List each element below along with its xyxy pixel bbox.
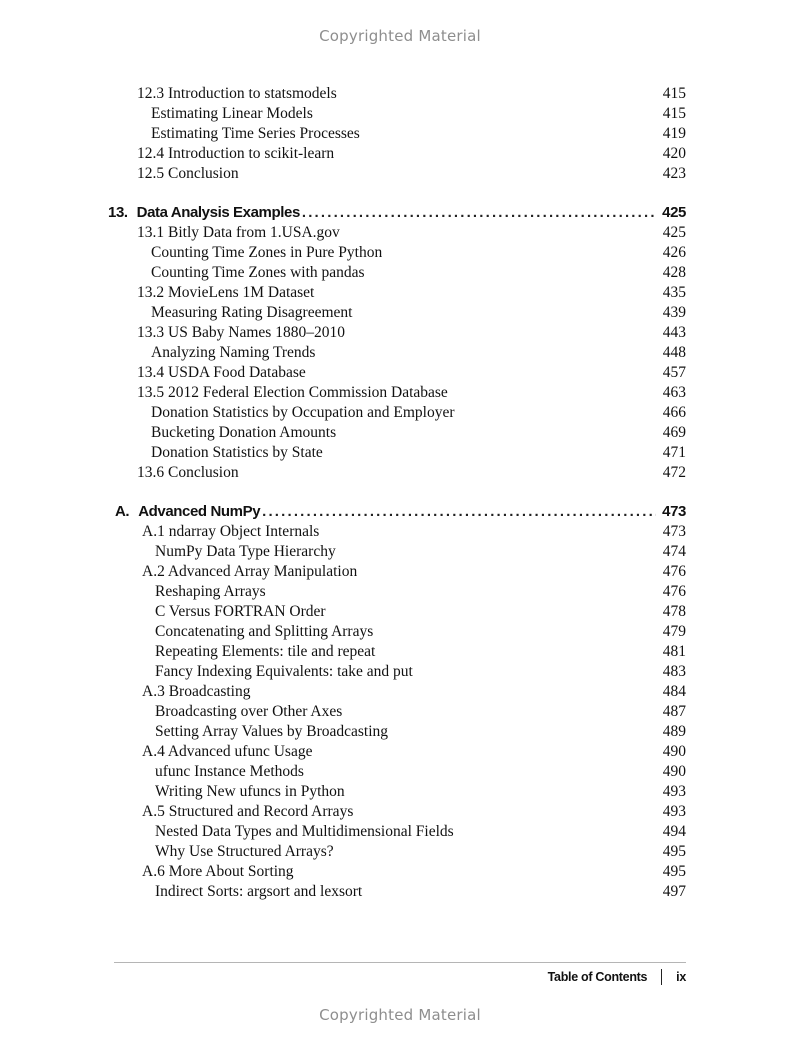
chapter-heading[interactable] <box>0 203 800 223</box>
entry-title: Fancy Indexing Equivalents: take and put <box>155 663 413 680</box>
chapter-page-number: 473 <box>662 503 686 520</box>
entry-page-number: 435 <box>662 284 686 301</box>
toc-subsection-entry[interactable] <box>0 403 800 423</box>
entry-page-number: 439 <box>662 304 686 321</box>
toc-subsection-entry[interactable] <box>0 263 800 283</box>
entry-title: 13.4 USDA Food Database <box>137 364 306 381</box>
entry-page-number: 457 <box>662 364 686 381</box>
toc-subsection-entry[interactable] <box>0 582 800 602</box>
entry-page-number: 426 <box>662 244 686 261</box>
toc-section-entry[interactable] <box>0 682 800 702</box>
watermark-bottom: Copyrighted Material <box>319 1006 481 1024</box>
entry-page-number: 490 <box>662 743 686 760</box>
entry-title: A.2 Advanced Array Manipulation <box>142 563 358 580</box>
entry-title: ufunc Instance Methods <box>155 763 304 780</box>
chapter-page-number: 425 <box>662 204 686 221</box>
entry-title: 13.5 2012 Federal Election Commission Database <box>137 384 448 401</box>
toc-section-entry[interactable] <box>0 283 800 303</box>
entry-page-number: 490 <box>662 763 686 780</box>
watermark-top: Copyrighted Material <box>319 27 481 45</box>
entry-title: 13.1 Bitly Data from 1.USA.gov <box>137 224 340 241</box>
entry-page-number: 471 <box>662 444 686 461</box>
entry-page-number: 495 <box>662 843 686 860</box>
toc-subsection-entry[interactable] <box>0 782 800 802</box>
toc-subsection-entry[interactable] <box>0 722 800 742</box>
toc-subsection-entry[interactable] <box>0 542 800 562</box>
entry-page-number: 443 <box>662 324 686 341</box>
entry-page-number: 484 <box>662 683 686 700</box>
entry-page-number: 420 <box>662 145 686 162</box>
toc-subsection-entry[interactable] <box>0 822 800 842</box>
chapter-number: A. <box>115 503 130 520</box>
entry-title: Indirect Sorts: argsort and lexsort <box>155 883 363 900</box>
toc-subsection-entry[interactable] <box>0 842 800 862</box>
toc-subsection-entry[interactable] <box>0 622 800 642</box>
entry-title: Donation Statistics by Occupation and Employer <box>151 404 455 421</box>
toc-section <box>0 203 800 483</box>
entry-title: Broadcasting over Other Axes <box>155 703 343 720</box>
entry-title: C Versus FORTRAN Order <box>155 603 326 620</box>
entry-page-number: 476 <box>662 563 686 580</box>
toc-section <box>0 84 800 184</box>
toc-section-entry[interactable] <box>0 522 800 542</box>
entry-page-number: 493 <box>662 803 686 820</box>
entry-title: A.4 Advanced ufunc Usage <box>142 743 313 760</box>
footer-separator <box>661 969 662 985</box>
toc-subsection-entry[interactable] <box>0 124 800 144</box>
entry-title: A.5 Structured and Record Arrays <box>142 803 354 820</box>
toc-section-entry[interactable] <box>0 463 800 483</box>
entry-title: Setting Array Values by Broadcasting <box>155 723 389 740</box>
entry-title: 13.2 MovieLens 1M Dataset <box>137 284 315 301</box>
entry-title: 13.3 US Baby Names 1880–2010 <box>137 324 345 341</box>
toc-section-entry[interactable] <box>0 742 800 762</box>
entry-page-number: 479 <box>662 623 686 640</box>
entry-page-number: 425 <box>662 224 686 241</box>
toc-subsection-entry[interactable] <box>0 702 800 722</box>
entry-title: Counting Time Zones in Pure Python <box>151 244 383 261</box>
entry-title: Counting Time Zones with pandas <box>151 264 365 281</box>
entry-title: Estimating Time Series Processes <box>151 125 360 142</box>
entry-page-number: 469 <box>662 424 686 441</box>
toc-section-entry[interactable] <box>0 363 800 383</box>
entry-title: Why Use Structured Arrays? <box>155 843 334 860</box>
entry-title: A.1 ndarray Object Internals <box>142 523 320 540</box>
toc-section <box>0 502 800 902</box>
toc-subsection-entry[interactable] <box>0 602 800 622</box>
entry-title: A.3 Broadcasting <box>142 683 251 700</box>
toc-subsection-entry[interactable] <box>0 662 800 682</box>
entry-page-number: 487 <box>662 703 686 720</box>
toc-subsection-entry[interactable] <box>0 642 800 662</box>
footer-page-number: ix <box>676 970 686 984</box>
toc-section-entry[interactable] <box>0 802 800 822</box>
entry-title: 13.6 Conclusion <box>137 464 239 481</box>
footer-divider <box>114 962 686 963</box>
entry-title: Repeating Elements: tile and repeat <box>155 643 376 660</box>
chapter-title: Advanced NumPy <box>138 503 261 520</box>
entry-page-number: 472 <box>662 464 686 481</box>
footer-title: Table of Contents <box>547 970 648 984</box>
toc-subsection-entry[interactable] <box>0 303 800 323</box>
toc-subsection-entry[interactable] <box>0 343 800 363</box>
entry-title: Reshaping Arrays <box>155 583 266 600</box>
entry-page-number: 493 <box>662 783 686 800</box>
toc-section-entry[interactable] <box>0 862 800 882</box>
toc-subsection-entry[interactable] <box>0 423 800 443</box>
entry-title: Analyzing Naming Trends <box>151 344 316 361</box>
chapter-title: Data Analysis Examples <box>136 204 300 221</box>
toc-subsection-entry[interactable] <box>0 762 800 782</box>
entry-page-number: 415 <box>662 85 686 102</box>
dot-leader <box>302 203 656 223</box>
entry-page-number: 415 <box>662 105 686 122</box>
toc-section-entry[interactable] <box>0 223 800 243</box>
entry-page-number: 466 <box>662 404 686 421</box>
dot-leader <box>262 502 656 522</box>
entry-page-number: 474 <box>662 543 686 560</box>
page-footer <box>548 968 686 986</box>
entry-page-number: 428 <box>662 264 686 281</box>
entry-page-number: 448 <box>662 344 686 361</box>
entry-page-number: 495 <box>662 863 686 880</box>
toc-section-entry[interactable] <box>0 84 800 104</box>
toc-section-entry[interactable] <box>0 562 800 582</box>
entry-title: Donation Statistics by State <box>151 444 323 461</box>
entry-title: Nested Data Types and Multidimensional Fields <box>155 823 454 840</box>
entry-page-number: 476 <box>662 583 686 600</box>
entry-page-number: 489 <box>662 723 686 740</box>
entry-title: Bucketing Donation Amounts <box>151 424 337 441</box>
entry-page-number: 423 <box>662 165 686 182</box>
toc-section-entry[interactable] <box>0 164 800 184</box>
toc-subsection-entry[interactable] <box>0 243 800 263</box>
toc-subsection-entry[interactable] <box>0 443 800 463</box>
toc-section-entry[interactable] <box>0 383 800 403</box>
chapter-number: 13. <box>108 204 128 221</box>
entry-page-number: 497 <box>662 883 686 900</box>
entry-page-number: 419 <box>662 125 686 142</box>
entry-page-number: 483 <box>662 663 686 680</box>
entry-page-number: 494 <box>662 823 686 840</box>
chapter-heading[interactable] <box>0 502 800 522</box>
toc-section-entry[interactable] <box>0 323 800 343</box>
entry-title: 12.3 Introduction to statsmodels <box>137 85 337 102</box>
toc-subsection-entry[interactable] <box>0 882 800 902</box>
entry-page-number: 481 <box>662 643 686 660</box>
entry-title: Measuring Rating Disagreement <box>151 304 353 321</box>
entry-page-number: 463 <box>662 384 686 401</box>
entry-title: 12.4 Introduction to scikit-learn <box>137 145 335 162</box>
entry-title: Concatenating and Splitting Arrays <box>155 623 374 640</box>
entry-page-number: 478 <box>662 603 686 620</box>
toc-subsection-entry[interactable] <box>0 104 800 124</box>
entry-title: NumPy Data Type Hierarchy <box>155 543 336 560</box>
entry-title: Estimating Linear Models <box>151 105 313 122</box>
table-of-contents <box>0 84 800 902</box>
toc-section-entry[interactable] <box>0 144 800 164</box>
entry-title: Writing New ufuncs in Python <box>155 783 345 800</box>
entry-title: 12.5 Conclusion <box>137 165 239 182</box>
entry-title: A.6 More About Sorting <box>142 863 294 880</box>
entry-page-number: 473 <box>662 523 686 540</box>
